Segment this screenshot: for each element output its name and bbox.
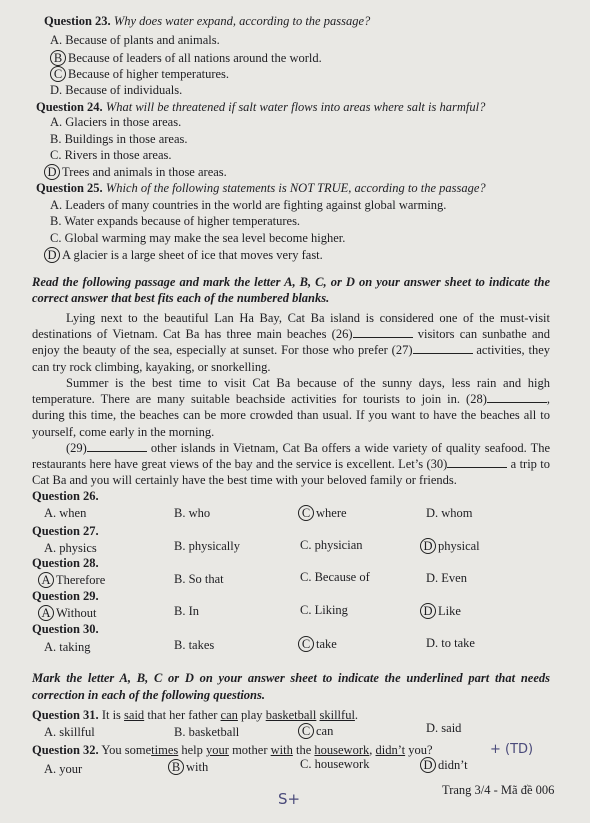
- option-c: C take: [298, 636, 337, 652]
- option-a: A. Leaders of many countries in the world are fighting against global warming.: [50, 198, 447, 212]
- question-stem: Why does water expand, according to the passage?: [113, 14, 371, 28]
- option-c: C Because of higher temperatures.: [50, 66, 229, 82]
- answer-mark: C: [298, 636, 314, 652]
- option-a: A. physics: [44, 541, 97, 555]
- handwritten-note: S+: [278, 790, 301, 808]
- question-27-label: Question 27.: [32, 524, 99, 538]
- option-b: B. In: [174, 604, 199, 618]
- option-b: B. So that: [174, 572, 224, 586]
- option-d: D. Because of individuals.: [50, 83, 183, 97]
- handwritten-note: + (TD): [490, 742, 534, 757]
- answer-mark: D: [420, 603, 436, 619]
- answer-mark: B: [168, 759, 184, 775]
- passage-paragraph-3: (29) other islands in Vietnam, Cat Ba offers a wide variety of quality seafood. The restaurants here have great views of the bay and the service is excellent. Let’s (30) a trip to Cat Ba and you will certainly have the best time with your beloved family or friends.: [32, 441, 551, 488]
- answer-mark: D: [420, 757, 436, 773]
- option-a: A. skillful: [44, 725, 95, 739]
- option-b: B. Water expands because of higher temperatures.: [50, 214, 301, 228]
- option-b: B. takes: [174, 638, 215, 652]
- question-30-label: Question 30.: [32, 622, 99, 636]
- blank-29: [87, 441, 147, 452]
- option-a: A. Glaciers in those areas.: [50, 115, 182, 129]
- answer-mark: A: [38, 605, 54, 621]
- blank-27: [413, 343, 473, 354]
- option-d: D physical: [420, 538, 480, 554]
- section-instruction: Read the following passage and mark the letter A, B, C, or D on your answer sheet to indicate the correct answer that best fits each of the numbered blanks.: [32, 275, 550, 306]
- option-a: A. taking: [44, 640, 91, 654]
- option-a: A. when: [44, 506, 87, 520]
- page-footer: Trang 3/4 - Mã đề 006: [442, 783, 555, 797]
- answer-mark: A: [38, 572, 54, 588]
- answer-mark: D: [44, 247, 60, 263]
- passage-paragraph-2: Summer is the best time to visit Cat Ba because of the sunny days, less rain and high temperature. There are many suitable beachside activities for tourists to join in. (28) , during this time, the beaches can be more crowded than usual. If you want to have the beaches all to yourself, come early in the morning.: [32, 376, 550, 439]
- option-b: B. basketball: [174, 725, 240, 739]
- option-a: A Without: [38, 605, 96, 621]
- question-label: Question 32.: [32, 743, 99, 757]
- option-c: C where: [298, 505, 347, 521]
- option-d: D Like: [420, 603, 461, 619]
- option-b: B. physically: [174, 539, 240, 553]
- option-b: B. who: [174, 506, 211, 520]
- blank-26: [353, 327, 413, 338]
- option-d: D. whom: [426, 506, 473, 520]
- answer-mark: B: [50, 50, 66, 66]
- option-b: B Because of leaders of all nations around the world.: [50, 50, 322, 66]
- option-c: C. housework: [300, 757, 370, 771]
- option-b: B. Buildings in those areas.: [50, 132, 188, 146]
- option-d: D. said: [426, 721, 462, 735]
- option-c: C. Global warming may make the sea level become higher.: [50, 231, 346, 245]
- option-a: A. your: [44, 762, 83, 776]
- option-a: A Therefore: [38, 572, 105, 588]
- question-label: Question 24.: [36, 100, 103, 114]
- question-28-label: Question 28.: [32, 556, 99, 570]
- option-d: D didn’t: [420, 757, 468, 773]
- question-label: Question 25.: [36, 181, 103, 195]
- question-29-label: Question 29.: [32, 589, 99, 603]
- option-d: D A glacier is a large sheet of ice that moves very fast.: [44, 247, 323, 263]
- option-c: C. Because of: [300, 570, 370, 584]
- option-b: B with: [168, 759, 208, 775]
- answer-mark: C: [298, 723, 314, 739]
- question-32: Question 32. You sometimes help your mother with the housework, didn’t you?: [32, 743, 433, 757]
- question-26-label: Question 26.: [32, 489, 99, 503]
- option-c: C. Rivers in those areas.: [50, 148, 172, 162]
- question-label: Question 31.: [32, 708, 99, 722]
- question-23: [44, 14, 370, 28]
- passage-paragraph-1: Lying next to the beautiful Lan Ha Bay, Cat Ba island is considered one of the must-visit destinations of Vietnam. Cat Ba has three main beaches (26) visitors can sunbathe and enjoy the beauty of the sea, especially at sunset. For those who prefer (27) activities, they can try rock climbing, kayaking, or snorkelling.: [32, 311, 550, 374]
- option-c: C. physician: [300, 538, 363, 552]
- option-d: D. to take: [426, 636, 475, 650]
- question-stem: Which of the following statements is NOT TRUE, according to the passage?: [105, 181, 486, 195]
- option-d: D Trees and animals in those areas.: [44, 164, 227, 180]
- question-31: Question 31. It is said that her father can play basketball skillful.: [32, 708, 359, 722]
- option-c: C. Liking: [300, 603, 348, 617]
- option-c: C can: [298, 723, 333, 739]
- option-d: D. Even: [426, 571, 467, 585]
- answer-mark: C: [50, 66, 66, 82]
- blank-30: [447, 457, 507, 468]
- answer-mark: D: [44, 164, 60, 180]
- blank-28: [487, 392, 547, 403]
- question-label: Question 23.: [44, 14, 111, 28]
- answer-mark: C: [298, 505, 314, 521]
- question-24: [36, 100, 485, 114]
- question-stem: What will be threatened if salt water flows into areas where salt is harmful?: [105, 100, 486, 114]
- question-25: [36, 181, 486, 195]
- answer-mark: D: [420, 538, 436, 554]
- option-a: A. Because of plants and animals.: [50, 33, 220, 47]
- section-instruction: Mark the letter A, B, C or D on your answer sheet to indicate the underlined part that needs correction in each of the following questions.: [32, 671, 550, 702]
